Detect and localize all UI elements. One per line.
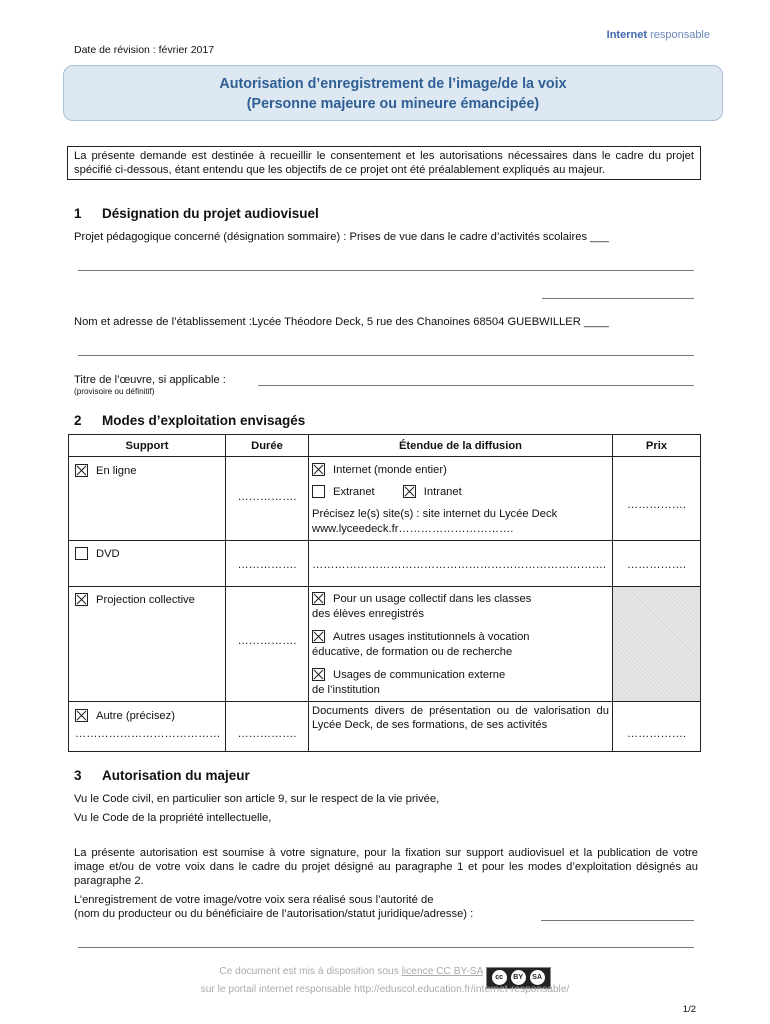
header-etendue: Étendue de la diffusion [309, 435, 613, 457]
table-row [69, 541, 701, 587]
fill-line [542, 298, 694, 299]
sites-label: Précisez le(s) site(s) : site internet du Lycée Deck [312, 508, 558, 520]
header-prix: Prix [613, 435, 701, 457]
title-box [63, 65, 723, 121]
intro-box: La présente demande est destinée à recueillir le consentement et les autorisations nécessaires dans le cadre du projet spécifié ci-dessous, étant entendu que les objectifs de ce projet ont été préalablement expliqués au majeur. [67, 146, 701, 180]
other-duration: ……………. [237, 728, 297, 740]
table-row: Projection collective ……………. Pour un usage collectif dans les classes des élèves enregistrés Autres usages institutionnels à vocation éducative, de formation ou de recherche Usages de communication externe de l’institution [69, 587, 701, 702]
online-label: En ligne [96, 465, 137, 477]
internet-checkbox[interactable] [312, 463, 325, 476]
section-2-heading: 2 Modes d’exploitation envisagés [74, 413, 306, 428]
title-line-1: Autorisation d’enregistrement de l’image/de la voix [219, 76, 567, 92]
table-row [69, 457, 701, 541]
projection-label: Projection collective [96, 594, 195, 606]
online-duration: ……………. [237, 491, 297, 503]
by-icon: BY [510, 969, 527, 986]
other-price: ……………. [626, 728, 687, 740]
section-1-heading: 1 Désignation du projet audiovisuel [74, 206, 319, 221]
sa-icon: SA [529, 969, 546, 986]
footer-line-2: sur le portail internet responsable http://eduscol.education.fr/internet-responsable/ [200, 984, 570, 995]
fill-line [78, 270, 694, 271]
revision-date: Date de révision : février 2017 [74, 44, 215, 56]
external-communication-checkbox[interactable] [312, 668, 325, 681]
projection-checkbox[interactable] [75, 593, 88, 606]
brand-logo: Internet responsable [606, 29, 710, 41]
collective-use-checkbox[interactable] [312, 592, 325, 605]
fill-line [78, 355, 694, 356]
page-number: 1/2 [682, 1004, 696, 1015]
exploitation-table [68, 434, 701, 752]
shaded-cell [613, 587, 701, 702]
extranet-label: Extranet [333, 486, 375, 498]
header-duree: Durée [226, 435, 309, 457]
online-checkbox[interactable] [75, 464, 88, 477]
establishment-line: Nom et adresse de l’établissement :Lycée Théodore Deck, 5 rue des Chanoines 68504 GUEBWILLER ____ [74, 316, 609, 328]
work-title-note: (provisoire ou définitif) [74, 387, 155, 396]
other-extent: Documents divers de présentation ou de valorisation du Lycée Deck, de ses formations, de ses activités [312, 705, 609, 731]
site-url: www.lyceedeck.fr…………………………. [312, 523, 514, 535]
cc-icon: cc [491, 969, 508, 986]
fill-line [541, 920, 694, 921]
extranet-checkbox[interactable] [312, 485, 325, 498]
table-row [69, 702, 701, 752]
header-support: Support [69, 435, 226, 457]
fill-line [78, 947, 694, 948]
intranet-label: Intranet [423, 486, 462, 498]
intranet-checkbox[interactable] [403, 485, 416, 498]
projection-duration: ……………. [237, 635, 297, 647]
project-line: Projet pédagogique concerné (désignation sommaire) : Prises de vue dans le cadre d’activités scolaires ___ [74, 231, 609, 243]
authority-line-1: L’enregistrement de votre image/votre voix sera réalisé sous l’autorité de [74, 894, 434, 906]
dvd-price: ……………. [626, 559, 687, 571]
dvd-extent: ……………………………………………………………………. [312, 559, 606, 571]
institutional-use-checkbox[interactable] [312, 630, 325, 643]
civil-code-line: Vu le Code civil, en particulier son article 9, sur le respect de la vie privée, [74, 793, 440, 805]
dvd-checkbox[interactable] [75, 547, 88, 560]
footer-line-1: Ce document est mis à disposition sous licence CC BY-SA cc BY SA [0, 966, 770, 989]
internet-label: Internet (monde entier) [333, 464, 447, 476]
other-label: Autre (précisez) [96, 710, 175, 722]
authority-line-2: (nom du producteur ou du bénéficiaire de l’autorisation/statut juridique/adresse) : [74, 908, 474, 920]
title-line-2: (Personne majeure ou mineure émancipée) [246, 96, 540, 112]
table-header-row [69, 435, 701, 457]
dvd-label: DVD [96, 548, 120, 560]
other-dots: ………………………………… [75, 728, 221, 740]
other-checkbox[interactable] [75, 709, 88, 722]
ip-code-line: Vu le Code de la propriété intellectuelle, [74, 812, 272, 824]
work-title-label: Titre de l’œuvre, si applicable : [74, 374, 226, 386]
authorization-paragraph: La présente autorisation est soumise à votre signature, pour la fixation sur support audiovisuel et la publication de votre image et/ou de votre voix dans le cadre du projet désigné au paragraphe 1 et pour les modes d’exploitation désignés au paragraphe 2. [74, 847, 698, 887]
license-link[interactable]: licence CC BY-SA [401, 966, 483, 977]
dvd-duration: ……………. [237, 559, 297, 571]
online-price: ……………. [626, 499, 687, 511]
section-3-heading: 3 Autorisation du majeur [74, 768, 250, 783]
work-title-fill-line [258, 385, 694, 386]
